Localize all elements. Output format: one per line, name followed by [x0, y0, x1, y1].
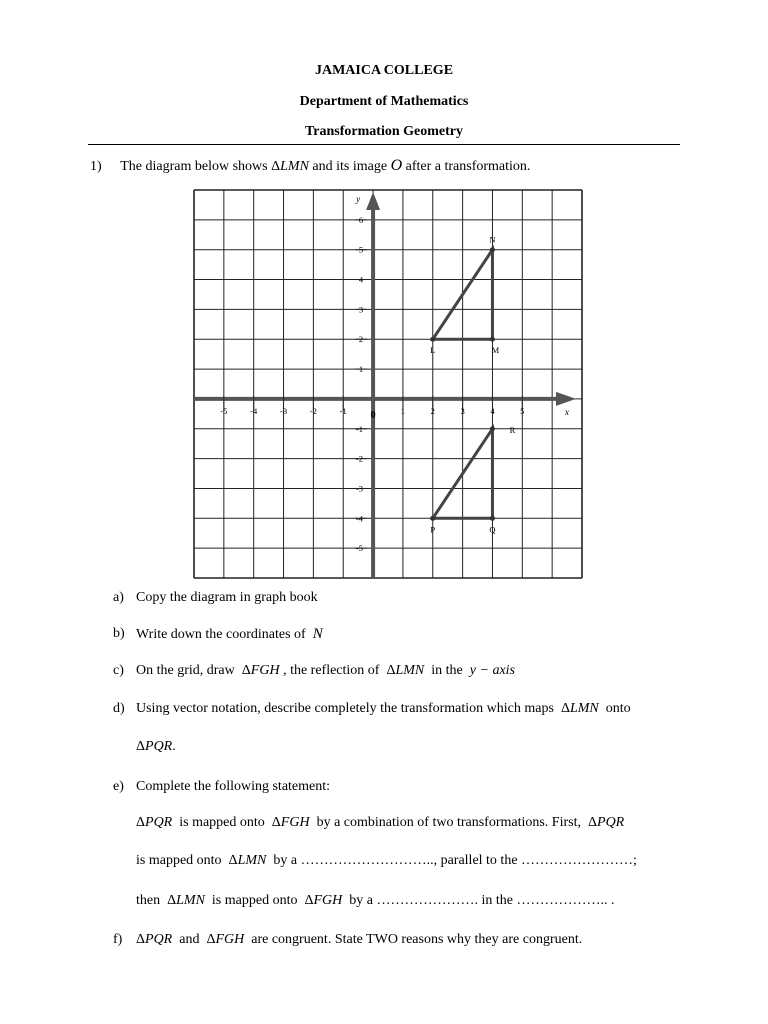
image-letter: O	[390, 157, 403, 174]
vertex-point	[430, 337, 435, 342]
part-e-lmn-2: LMN	[176, 893, 205, 908]
part-c-axis: y − axis	[469, 663, 515, 678]
triangle-symbol: Δ	[304, 893, 314, 908]
y-tick-label: -5	[355, 543, 364, 554]
x-tick-label: -5	[220, 405, 228, 416]
y-tick-label: 5	[358, 244, 364, 255]
topic-title: Transformation Geometry	[305, 124, 463, 139]
vertex-label: L	[430, 345, 436, 356]
triangle-symbol: Δ	[136, 739, 146, 754]
part-b-text	[136, 626, 323, 643]
y-tick-label: 6	[358, 214, 364, 225]
triangle-symbol: Δ	[167, 893, 177, 908]
intro-text-a: The diagram below shows	[120, 159, 268, 174]
vertex-point	[490, 516, 495, 521]
y-tick-label: -4	[355, 513, 364, 524]
part-f-label: f)	[113, 932, 123, 947]
y-axis-label: y	[356, 194, 361, 204]
part-d-t2: onto	[605, 701, 631, 716]
part-c-t2: , the reflection of	[283, 663, 380, 678]
part-e-intro: Complete the following statement:	[136, 779, 331, 794]
x-tick-label: 0	[370, 409, 376, 421]
part-a-text: Copy the diagram in graph book	[136, 590, 318, 605]
part-d-label: d)	[113, 701, 125, 716]
part-c-lmn: LMN	[395, 663, 425, 678]
x-tick-label: 3	[460, 405, 465, 416]
x-tick-label: 1	[400, 405, 406, 416]
part-f-t1: and	[179, 932, 200, 947]
coordinate-grid-diagram	[192, 188, 584, 580]
triangle-symbol: Δ	[386, 663, 396, 678]
header-divider	[88, 144, 680, 145]
part-b-label: b)	[113, 626, 125, 641]
vertex-point	[490, 247, 495, 252]
part-e-l2b: by a ……………………….., parallel to the ……………………;	[273, 853, 637, 868]
part-e-l3a: then	[136, 893, 161, 908]
triangle-symbol: Δ	[560, 701, 570, 716]
part-e-pqr-1: PQR	[145, 815, 173, 830]
intro-text-b: and its image	[312, 159, 388, 174]
vertex-label: Q	[489, 524, 496, 535]
part-e-line3	[136, 893, 614, 909]
triangle-symbol: Δ	[271, 815, 281, 830]
x-tick-label: 5	[520, 405, 525, 416]
part-f-t2: are congruent. State TWO reasons why they are congruent.	[251, 932, 583, 947]
triangle-symbol: Δ	[136, 932, 146, 947]
triangle-symbol: Δ	[241, 663, 251, 678]
part-e-l3c: by a …………………. in the ……………….. .	[349, 893, 615, 908]
triangle-lmn: LMN	[280, 159, 309, 174]
part-e-line1	[136, 815, 624, 831]
part-c-label: c)	[113, 663, 124, 678]
part-e-l1c: by a combination of two transformations. First,	[316, 815, 581, 830]
intro-text-c: after a transformation.	[405, 159, 531, 174]
triangle-symbol: Δ	[228, 853, 238, 868]
vertex-point	[490, 337, 495, 342]
grid-lines	[194, 190, 582, 578]
school-name: JAMAICA COLLEGE	[314, 63, 454, 78]
part-e-l3b: is mapped onto	[211, 893, 298, 908]
part-c-t1: On the grid, draw	[136, 663, 235, 678]
x-tick-label: -1	[339, 405, 347, 416]
part-d-lmn: LMN	[569, 701, 599, 716]
x-tick-label: -3	[279, 405, 288, 416]
x-axis-arrow-icon	[556, 392, 576, 406]
y-tick-label: 1	[358, 364, 364, 375]
part-f-text	[136, 932, 582, 948]
y-tick-label: -2	[355, 453, 364, 464]
part-e-l1b: is mapped onto	[179, 815, 265, 830]
part-f-pqr: PQR	[145, 932, 173, 947]
part-c-t3: in the	[431, 663, 463, 678]
part-e-pqr-2: PQR	[597, 815, 625, 830]
part-a-label: a)	[113, 590, 124, 605]
department-name: Department of Mathematics	[299, 94, 469, 109]
triangle-symbol: Δ	[136, 815, 146, 830]
vertex-point	[430, 516, 435, 521]
part-d-line2	[136, 739, 176, 755]
part-e-l2a: is mapped onto	[136, 853, 222, 868]
x-tick-label: -4	[250, 405, 258, 416]
triangle-symbol: Δ	[271, 159, 281, 174]
x-tick-label: 2	[430, 405, 435, 416]
part-e-fgh-2: FGH	[313, 893, 343, 908]
question-number: 1)	[90, 159, 102, 174]
x-axis-label: x	[565, 406, 569, 417]
vertex-label: P	[430, 524, 436, 535]
x-tick-label: -2	[309, 405, 317, 416]
part-d-pqr: PQR	[145, 739, 173, 754]
y-tick-label: -1	[355, 423, 364, 434]
part-b-var: N	[312, 626, 323, 642]
part-f-fgh: FGH	[215, 932, 245, 947]
y-tick-label: 2	[358, 334, 364, 345]
part-d-t3: .	[172, 739, 176, 754]
vertex-label: M	[491, 345, 500, 356]
part-e-lmn-1: LMN	[237, 853, 267, 868]
axis-ticks	[220, 194, 569, 553]
part-b-sentence: Write down the coordinates of	[136, 627, 306, 642]
y-tick-label: 4	[358, 274, 364, 285]
triangle-symbol: Δ	[206, 932, 216, 947]
x-tick-label: 4	[490, 405, 495, 416]
y-axis-arrow-icon	[366, 192, 380, 210]
y-tick-label: -3	[355, 483, 364, 494]
question-1-intro	[90, 157, 530, 175]
part-d-t1: Using vector notation, describe completely the transformation which maps	[136, 701, 554, 716]
part-e-label: e)	[113, 779, 124, 794]
part-c-fgh: FGH	[250, 663, 280, 678]
triangle-symbol: Δ	[588, 815, 598, 830]
part-d-text	[136, 701, 631, 717]
part-e-fgh-1: FGH	[280, 815, 310, 830]
part-c-text	[136, 663, 515, 679]
vertex-label: R	[509, 424, 516, 435]
vertex-label: N	[489, 234, 496, 245]
y-tick-label: 3	[358, 304, 364, 315]
vertex-point	[490, 426, 495, 431]
part-e-line2	[136, 853, 637, 869]
